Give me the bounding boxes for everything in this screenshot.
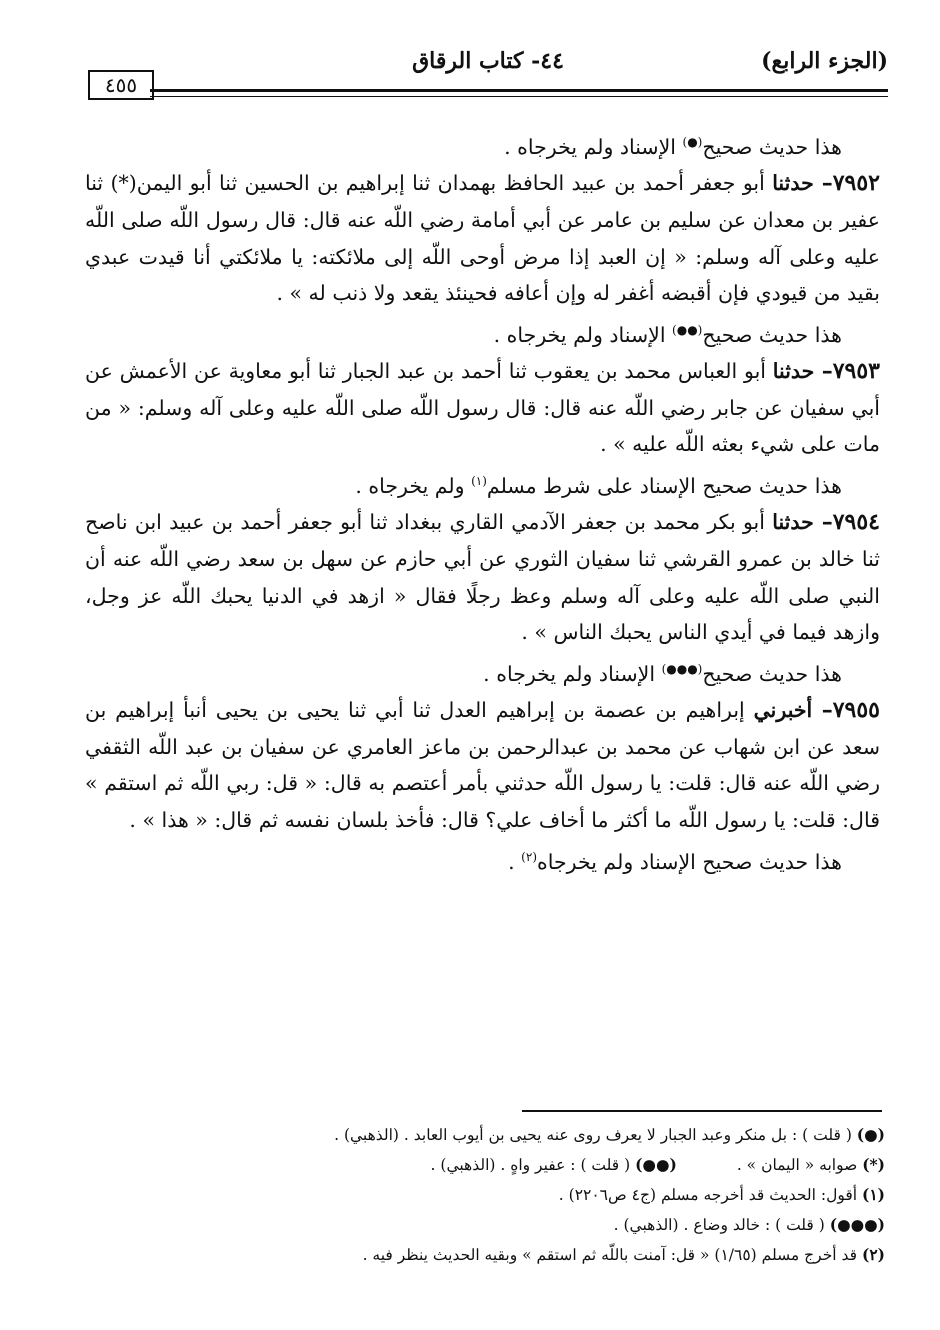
hadith-text: أبو جعفر أحمد بن عبيد الحافظ بهمدان ثنا إبراهيم بن الحسين ثنا أبو اليمن(*) ثنا عفير بن معدان عن سليم بن عامر عن أبي أمامة رضي اللّه عنه قال: قال رسول اللّه صلى اللّه عليه وعلى آله وسلم: « إن العبد إذا مرض أوحى اللّه إلى ملائكته: يا ملائكتي أنا قيدت عبدي بقيد من قيودي فإن أقبضه أغفر له وإن أعافه فحينئذ يقعد ولا ذنب له » .: [85, 171, 880, 306]
hadith-paragraph: [85, 353, 880, 463]
grade-statement: هذا حديث صحيح(●) الإسناد ولم يخرجاه .: [504, 134, 842, 159]
part-title: (الجزء الرابع): [761, 48, 888, 74]
narration-verb: حدثنا: [772, 359, 822, 384]
hadith-number: ٧٩٥٥–: [821, 697, 880, 724]
hadith-number: ٧٩٥٣–: [821, 358, 880, 385]
footnote: (١) أقول: الحديث قد أخرجه مسلم (ج٤ ص٢٢٠٦) .: [558, 1185, 885, 1204]
hadith-paragraph: [85, 504, 880, 650]
narration-verb: أخبرني: [753, 698, 822, 723]
footnote-row: [60, 1150, 885, 1180]
hadith-number: ٧٩٥٢–: [821, 170, 880, 197]
header-rule-thick: [150, 89, 888, 92]
hadith-text: أبو العباس محمد بن يعقوب ثنا أحمد بن عبد الجبار ثنا أبو معاوية عن الأعمش عن أبي سفيان عن جابر رضي اللّه عنه قال: قال رسول اللّه صلى اللّه عليه وعلى آله وسلم: « من مات على شيء بعثه اللّه عليه » .: [85, 359, 880, 457]
chapter-title: ٤٤- كتاب الرقاق: [412, 48, 564, 74]
header-rule-thin: [150, 96, 888, 97]
grade-statement: هذا حديث صحيح الإسناد على شرط مسلم$^{(١)}$ ولم يخرجاه .: [355, 473, 842, 498]
narration-verb: حدثنا: [772, 510, 822, 535]
grade-statement: هذا حديث صحيح الإسناد ولم يخرجاه$^{(٢)}$ .: [508, 849, 842, 874]
footnotes: [60, 1120, 885, 1270]
hadith-text: أبو بكر محمد بن جعفر الآدمي القاري ببغداد ثنا أبو جعفر أحمد بن عبيد ابن ناصح ثنا خالد بن عمرو القرشي ثنا سفيان الثوري عن أبي حازم عن سهل بن سعد رضي اللّه عنه أن النبي صلى اللّه عليه وعلى آله وسلم وعظ رجلًا فقال « ازهد في الدنيا يحبك اللّه عز وجل، وازهد فيما في أيدي الناس يحبك الناس » .: [85, 510, 880, 645]
narration-verb: حدثنا: [772, 171, 822, 196]
grade-statement: هذا حديث صحيح(●●●) الإسناد ولم يخرجاه .: [483, 661, 842, 686]
footnote: (*) صوابه « اليمان » .: [736, 1155, 885, 1174]
hadith-text: إبراهيم بن عصمة بن إبراهيم العدل ثنا أبي ثنا يحيى بن يحيى أنبأ إبراهيم بن سعد عن ابن شهاب عن محمد بن عبدالرحمن بن ماعز العامري عن سفيان بن عبد اللّه الثقفي رضي اللّه عنه قال: قلت: يا رسول اللّه حدثني بأمر أعتصم به قال: « قل: ربي اللّه ثم استقم » قال: قلت: يا رسول اللّه ما أكثر ما أخاف علي؟ قال: فأخذ بلسان نفسه ثم قال: « هذا » .: [85, 698, 880, 832]
footnote-separator: [522, 1110, 882, 1112]
footnote: (●●) ( قلت ) : عفير واهٍ . (الذهبي) .: [430, 1155, 677, 1174]
footnote: (٢) قد أخرج مسلم (١/٦٥) « قل: آمنت باللّه ثم استقم » وبقيه الحديث ينظر فيه .: [362, 1245, 885, 1264]
grade-statement: هذا حديث صحيح(●●) الإسناد ولم يخرجاه .: [493, 322, 842, 347]
hadith-paragraph: [85, 165, 880, 311]
page-header: [88, 40, 888, 97]
page-number: ٤٥٥: [88, 70, 154, 100]
main-text: [85, 124, 880, 880]
hadith-number: ٧٩٥٤–: [821, 509, 880, 536]
footnote: (●●●) ( قلت ) : خالد وضاع . (الذهبي) .: [613, 1215, 885, 1234]
hadith-paragraph: [85, 692, 880, 838]
footnote: (●) ( قلت ) : بل منكر وعبد الجبار لا يعرف روى عنه يحيى بن أيوب العابد . (الذهبي) .: [334, 1125, 885, 1144]
